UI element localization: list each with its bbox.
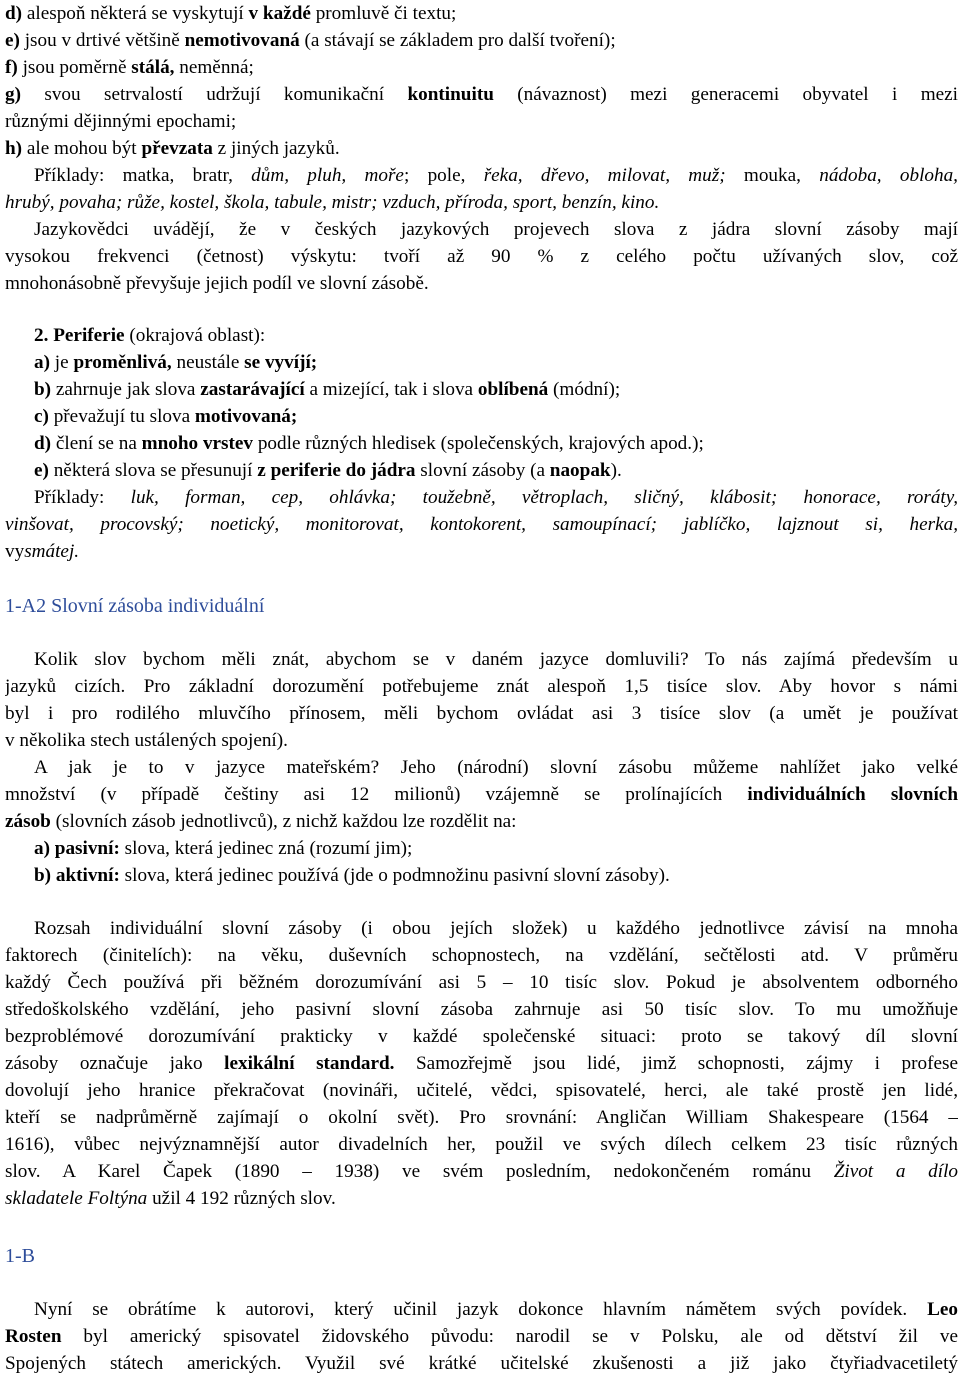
b-p1-l3: Spojených státech amerických. Využil své krátké učitelské zkušenosti a již jako čtyřiadvacetiletý [5,1353,958,1374]
b-p1-l2: Rosten byl americký spisovatel židovského původu: narodil se v Polsku, ale od dětství žil ve [5,1326,958,1347]
periphery-trait-b: b) zahrnuje jak slova zastarávající a mizející, tak i slova oblíbená (módní); [34,379,621,400]
a2-p3-l7: dovolují jeho hranice překračovat (novináři, učitelé, vědci, spisovatelé, herci, ale také prostě jen lidé, [5,1080,958,1101]
periphery-trait-e: e) některá slova se přesunují z periferie do jádra slovní zásoby (a naopak). [34,460,622,481]
a2-p1-l2: jazyků cizích. Pro základní dorozumění potřebujeme znát alespoň 1,5 tisíce slov. Aby hovor s námi [5,676,958,697]
active-vocabulary-item: b) aktivní: slova, která jedinec používá (jde o podmnožinu pasivní slovní zásoby). [34,865,670,886]
a2-p3-l3: každý Čech používá při běžném dorozumívání asi 5 – 10 tisíc slov. Pokud je absolventem odborného [5,972,958,993]
a2-p1-l1: Kolik slov bychom měli znát, abychom se v daném jazyce domluvili? To nás zajímá především u [34,649,958,670]
a2-p1-l3: byl i pro rodilého mluvčího přínosem, měli bychom ovládat asi 3 tisíce slov (a umět je používat [5,703,958,724]
a2-p3-l1: Rozsah individuální slovní zásoby (i obou jejích složek) u každého jednotlivce závisí na mnoha [34,918,958,939]
a2-p3-l9: 1616), vůbec nejvýznamnější autor divadelních her, použil ve svých dílech celkem 23 tisíc různých [5,1134,958,1155]
a2-p3-l11: skladatele Foltýna užil 4 192 různých slov. [5,1188,336,1209]
core-examples-line2: hrubý, povaha; růže, kostel, škola, tabule, mistr; vzduch, příroda, sport, benzín, kino. [5,192,660,213]
core-trait-e: e) jsou v drtivé většině nemotivovaná (a stávají se základem pro další tvoření); [5,30,616,51]
core-trait-g-cont: různými dějinnými epochami; [5,111,237,132]
a2-p3-l2: faktorech (činitelích): na věku, duševních schopnostech, na vzdělání, sečtělosti atd. V průměru [5,945,958,966]
passive-vocabulary-item: a) pasivní: slova, která jedinec zná (rozumí jim); [34,838,413,859]
core-trait-d: d) alespoň některá se vyskytují v každé promluvě či textu; [5,3,457,24]
a2-p2-l2: množství (v případě češtiny asi 12 milionů) vzájemně se prolínajících individuálních slovních [5,784,958,805]
periphery-examples-l3: vysmátej. [5,541,80,562]
section-heading-1b: 1-B [5,1245,35,1267]
core-trait-g: g) svou setrvalostí udržují komunikační kontinuitu (návaznost) mezi generacemi obyvatel i mezi [5,84,958,105]
a2-p3-l5: bezproblémové dorozumívání prakticky v každé společenské situaci: proto se takový díl slovní [5,1026,958,1047]
a2-p2-l1: A jak je to v jazyce mateřském? Jeho (národní) slovní zásobu můžeme nahlížet jako velké [34,757,958,778]
periphery-trait-a: a) je proměnlivá, neustále se vyvíjí; [34,352,318,373]
frequency-paragraph-l1: Jazykovědci uvádějí, že v českých jazykových projevech slova z jádra slovní zásoby mají [34,219,958,240]
b-p1-l1: Nyní se obrátíme k autorovi, který učinil jazyk dokonce hlavním námětem svých povídek. Leo [34,1299,958,1320]
core-trait-h: h) ale mohou být převzata z jiných jazyků. [5,138,340,159]
a2-p3-l8: kteří se nadprůměrně zajímají o okolní svět). Pro srovnání: Angličan William Shakespeare (1564 – [5,1107,958,1128]
periphery-trait-d: d) člení se na mnoho vrstev podle různých hledisek (společenských, krajových apod.); [34,433,704,454]
frequency-paragraph-l2: vysokou frekvenci (četnost) výskytu: tvoří až 90 % z celého počtu užívaných slov, což [5,246,958,267]
a2-p3-l10: slov. A Karel Čapek (1890 – 1938) ve svém posledním, nedokončeném románu Život a dílo [5,1161,958,1182]
periphery-trait-c: c) převažují tu slova motivovaná; [34,406,298,427]
periphery-examples-l1: Příklady: luk, forman, cep, ohlávka; toužebně, větroplach, sličný, klábosit; honorace, roráty, [34,487,958,508]
a2-p2-l3: zásob (slovních zásob jednotlivců), z nichž každou lze rozdělit na: [5,811,517,832]
core-examples-line1: Příklady: matka, bratr, dům, pluh, moře; pole, řeka, dřevo, milovat, muž; mouka, nádoba, obloha, [34,165,958,186]
core-trait-f: f) jsou poměrně stálá, neměnná; [5,57,254,78]
periphery-title: 2. Periferie (okrajová oblast): [34,325,266,346]
a2-p3-l4: středoškolského vzdělání, jeho pasivní slovní zásoba zahrnuje asi 50 tisíc slov. To mu umožňuje [5,999,958,1020]
frequency-paragraph-l3: mnohonásobně převyšuje jejich podíl ve slovní zásobě. [5,273,429,294]
a2-p3-l6: zásoby označuje jako lexikální standard. Samozřejmě jsou lidé, jimž schopnosti, zájmy i profese [5,1053,958,1074]
a2-p1-l4: v několika stech ustálených spojení). [5,730,288,751]
periphery-examples-l2: vinšovat, procovský; noetický, monitorovat, kontokorent, samoupínací; jablíčko, lajznout si, herka, [5,514,958,535]
section-heading-1a2: 1-A2 Slovní zásoba individuální [5,595,265,617]
